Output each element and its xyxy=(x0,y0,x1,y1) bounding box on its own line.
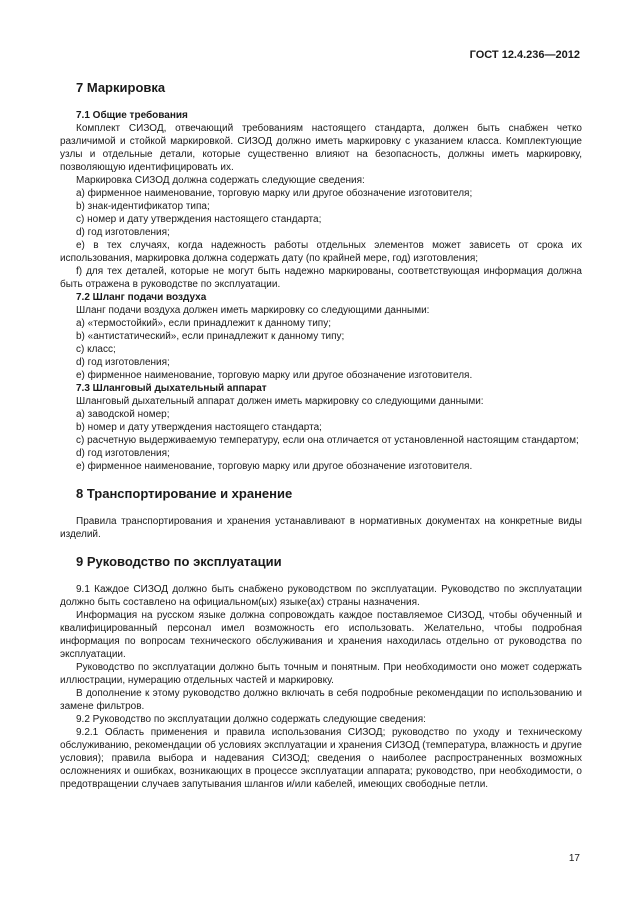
section-8-title: 8 Транспортирование и хранение xyxy=(76,486,293,501)
list-item: b) «антистатический», если принадлежит к данному типу; xyxy=(76,331,345,342)
list-item: a) «термостойкий», если принадлежит к данному типу; xyxy=(76,318,331,329)
paragraph: Шланговый дыхательный аппарат должен иметь маркировку со следующими данными: xyxy=(76,396,484,407)
list-item: c) класс; xyxy=(76,344,116,355)
paragraph: Комплект СИЗОД, отвечающий требованиям настоящего стандарта, должен быть снабжен четко различимой и стойкой маркировкой. СИЗОД должно иметь маркировку с указанием класса. Комплектующие узлы и отдельные детали, которые существенно влияют на безопасность, должны иметь маркировку, позволяющую идентифицировать их. xyxy=(60,123,582,173)
list-item: f) для тех деталей, которые не могут быть надежно маркированы, соответствующая информация должна быть отражена в руководстве по эксплуатации. xyxy=(60,266,582,290)
list-item: c) расчетную выдерживаемую температуру, если она отличается от установленной настоящим стандартом; xyxy=(76,435,579,446)
paragraph: Руководство по эксплуатации должно быть точным и понятным. При необходимости оно может содержать иллюстрации, нумерацию отдельных частей и маркировку. xyxy=(60,662,582,686)
list-item: e) фирменное наименование, торговую марку или другое обозначение изготовителя. xyxy=(76,461,473,472)
section-7-title: 7 Маркировка xyxy=(76,80,166,95)
list-item: a) фирменное наименование, торговую марку или другое обозначение изготовителя; xyxy=(76,188,473,199)
list-item: d) год изготовления; xyxy=(76,357,170,368)
page-number: 17 xyxy=(568,853,580,864)
paragraph: Маркировка СИЗОД должна содержать следующие сведения: xyxy=(76,175,365,186)
section-7-2-title: 7.2 Шланг подачи воздуха xyxy=(76,292,207,303)
section-9-title: 9 Руководство по эксплуатации xyxy=(76,554,282,569)
section-7-1-title: 7.1 Общие требования xyxy=(76,110,188,121)
list-item: e) в тех случаях, когда надежность работы отдельных элементов может зависеть от срока их использования, маркировка должна содержать дату (по крайней мере, год) изготовления; xyxy=(60,240,582,264)
list-item: a) заводской номер; xyxy=(76,409,170,420)
list-item: d) год изготовления; xyxy=(76,448,170,459)
paragraph: 9.2 Руководство по эксплуатации должно содержать следующие сведения: xyxy=(76,714,426,725)
list-item: c) номер и дату утверждения настоящего стандарта; xyxy=(76,214,322,225)
section-7-3-title: 7.3 Шланговый дыхательный аппарат xyxy=(76,383,267,394)
paragraph: Шланг подачи воздуха должен иметь маркировку со следующими данными: xyxy=(76,305,430,316)
paragraph: Правила транспортирования и хранения устанавливают в нормативных документах на конкретные виды изделий. xyxy=(60,516,582,540)
paragraph: 9.1 Каждое СИЗОД должно быть снабжено руководством по эксплуатации. Руководство по эксплуатации должно быть составлено на официальном(ых) языке(ах) страны назначения. xyxy=(60,584,582,608)
standard-header: ГОСТ 12.4.236—2012 xyxy=(469,49,580,61)
paragraph: В дополнение к этому руководство должно включать в себя подробные рекомендации по использованию и замене фильтров. xyxy=(60,688,582,712)
list-item: d) год изготовления; xyxy=(76,227,170,238)
list-item: b) знак-идентификатор типа; xyxy=(76,201,210,212)
list-item: e) фирменное наименование, торговую марку или другое обозначение изготовителя. xyxy=(76,370,473,381)
list-item: b) номер и дату утверждения настоящего стандарта; xyxy=(76,422,322,433)
paragraph: Информация на русском языке должна сопровождать каждое поставляемое СИЗОД, чтобы обученный и квалифицированный персонал имел возможность его использовать. Желательно, чтобы подробная информация по вопросам технического обслуживания и хранения находилась отдельно от руководства по эксплуатации. xyxy=(60,610,582,660)
paragraph: 9.2.1 Область применения и правила использования СИЗОД; руководство по уходу и техническому обслуживанию, рекомендации об условиях эксплуатации и хранения СИЗОД (температура, влажность и другие условия); правила выбора и надевания СИЗОД; сведения о наиболее распространенных возможных осложнениях и ошибках, возникающих в процессе эксплуатации аппарата; руководство, при необходимости, о предотвращении случаев запутывания шлангов и/или кабелей, имеющих свободные петли. xyxy=(60,727,582,790)
page-content xyxy=(60,79,582,791)
